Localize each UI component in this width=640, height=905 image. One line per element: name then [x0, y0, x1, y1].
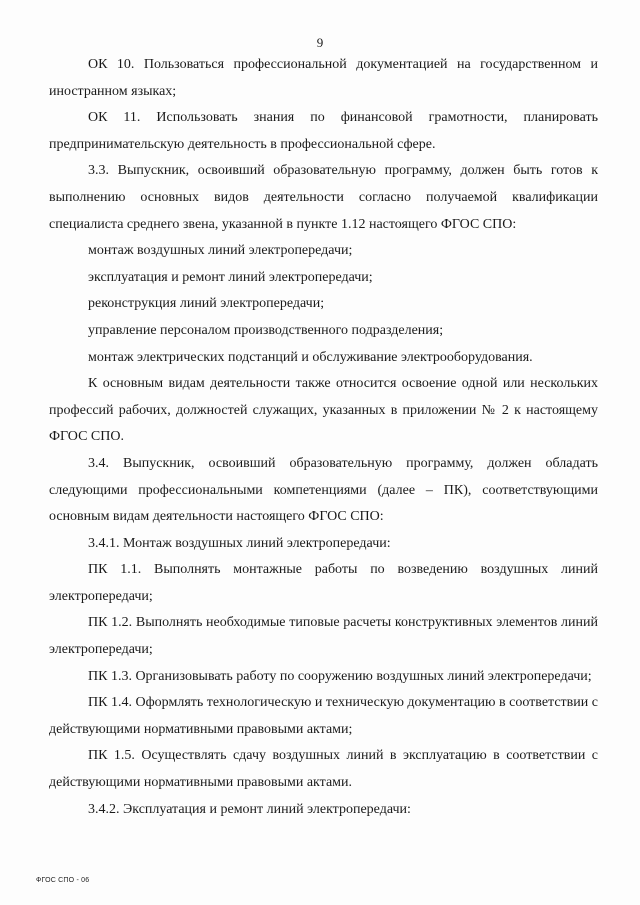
- paragraph-pk-1-3: ПК 1.3. Организовывать работу по сооружению воздушных линий электропередачи;: [88, 668, 592, 684]
- list-item-activity-3: реконструкция линий электропередачи;: [88, 296, 325, 312]
- paragraph-pk-1-1: ПК 1.1. Выполнять монтажные работы по возведению воздушных линий электропередачи;: [49, 562, 598, 604]
- page-number: 9: [316, 35, 324, 50]
- footer-document-code: ФГОС СПО - 06: [36, 877, 90, 884]
- paragraph-3-4: 3.4. Выпускник, освоивший образовательную программу, должен обладать следующими профессиональными компетенциями (далее – ПК), соответствующими основным видам деятельности настоящего ФГОС СПО:: [49, 455, 598, 525]
- paragraph-ok-11: ОК 11. Использовать знания по финансовой грамотности, планировать предпринимательскую деятельность в профессиональной сфере.: [49, 110, 598, 152]
- paragraph-additional-activities: К основным видам деятельности также относится освоение одной или нескольких профессий рабочих, должностей служащих, указанных в приложении № 2 к настоящему ФГОС СПО.: [49, 376, 598, 445]
- section-heading-3-4-2: 3.4.2. Эксплуатация и ремонт линий электропередачи:: [88, 801, 411, 817]
- paragraph-pk-1-4: ПК 1.4. Оформлять технологическую и техническую документацию в соответствии с действующими нормативными правовыми актами;: [49, 695, 598, 737]
- list-item-activity-1: монтаж воздушных линий электропередачи;: [88, 243, 353, 259]
- paragraph-3-3: 3.3. Выпускник, освоивший образовательную программу, должен быть готов к выполнению основных видов деятельности согласно получаемой квалификации специалиста среднего звена, указанной в пункте 1.12 настоящего ФГОС СПО:: [49, 163, 598, 232]
- document-body: [49, 52, 598, 823]
- list-item-activity-5: монтаж электрических подстанций и обслуживание электрооборудования.: [88, 349, 533, 365]
- section-heading-3-4-1: 3.4.1. Монтаж воздушных линий электропередачи:: [88, 535, 391, 551]
- list-item-activity-2: эксплуатация и ремонт линий электропередачи;: [88, 269, 373, 285]
- paragraph-ok-10: ОК 10. Пользоваться профессиональной документацией на государственном и иностранном языках;: [49, 57, 598, 99]
- list-item-activity-4: управление персоналом производственного подразделения;: [88, 322, 444, 338]
- paragraph-pk-1-5: ПК 1.5. Осуществлять сдачу воздушных линий в эксплуатацию в соответствии с действующими нормативными правовыми актами.: [49, 748, 598, 791]
- paragraph-pk-1-2: ПК 1.2. Выполнять необходимые типовые расчеты конструктивных элементов линий электропередачи;: [49, 615, 598, 658]
